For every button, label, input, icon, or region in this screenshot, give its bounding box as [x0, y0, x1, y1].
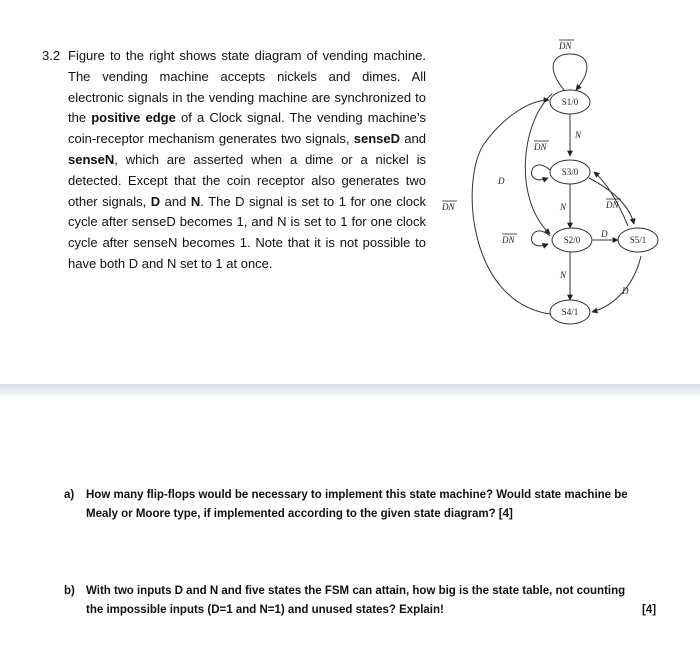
states — [550, 90, 658, 324]
edge-labels — [441, 40, 629, 296]
question-b-points: [4] — [642, 604, 657, 616]
question-a — [64, 486, 644, 524]
label-s3-s2: N — [560, 202, 567, 212]
question-a-text: How many flip-flops would be necessary to implement this state machine? Would state machine be Mealy or Moore type, if implemented according to the given state diagram? [4] — [86, 489, 628, 520]
state-s4: S4/1 — [561, 307, 579, 317]
question-b — [64, 582, 657, 620]
question-a-label: a) — [64, 489, 75, 501]
label-s1-s3: N — [575, 130, 582, 140]
edge-s4-s1 — [472, 100, 550, 314]
state-diagram — [438, 30, 662, 330]
s3-self-loop — [532, 165, 550, 180]
state-s1: S1/0 — [561, 97, 579, 107]
question-b-label: b) — [64, 585, 75, 597]
problem-statement — [42, 46, 426, 275]
state-s2: S2/0 — [563, 235, 581, 245]
label-s5-s3: DN — [606, 200, 619, 210]
problem-text: Figure to the right shows state diagram of vending machine. The vending machine accepts nickels and dimes. All electronic signals in the vending machine are synchronized to the positive edge of a Clock signal. The vending machine’s coin-receptor mechanism generates two signals, senseD and senseN, which are asserted when a dime or a nickel is detected. Except that the coin receptor also generates two other signals, D and N. The D signal is set to 1 for one clock cycle after senseD becomes 1, and N is set to 1 for one clock cycle after senseN becomes 1. Note that it is not possible to have both D and N set to 1 at once. — [68, 48, 427, 271]
label-s2-loop: DN — [502, 235, 515, 245]
page-divider — [0, 384, 700, 396]
label-s2-s4: N — [560, 270, 567, 280]
label-s1-loop: DN — [559, 41, 572, 51]
question-b-text: With two inputs D and N and five states the FSM can attain, how big is the state table, not counting the impossible inputs (D=1 and N=1) and unused states? Explain! — [86, 585, 626, 616]
edge-s1-s2 — [525, 94, 552, 234]
s2-self-loop — [532, 231, 550, 246]
label-s1-s2: D — [498, 176, 505, 186]
state-s5: S5/1 — [629, 235, 647, 245]
s1-self-loop — [553, 54, 587, 90]
label-s4-s1: DN — [442, 202, 455, 212]
edge-s5-s4 — [592, 256, 641, 312]
label-s3-loop: DN — [534, 142, 547, 152]
state-s3: S3/0 — [561, 167, 579, 177]
label-s5-s4: D — [622, 286, 629, 296]
problem-number: 3.2 — [42, 48, 61, 63]
label-s2-s5: D — [601, 229, 608, 239]
